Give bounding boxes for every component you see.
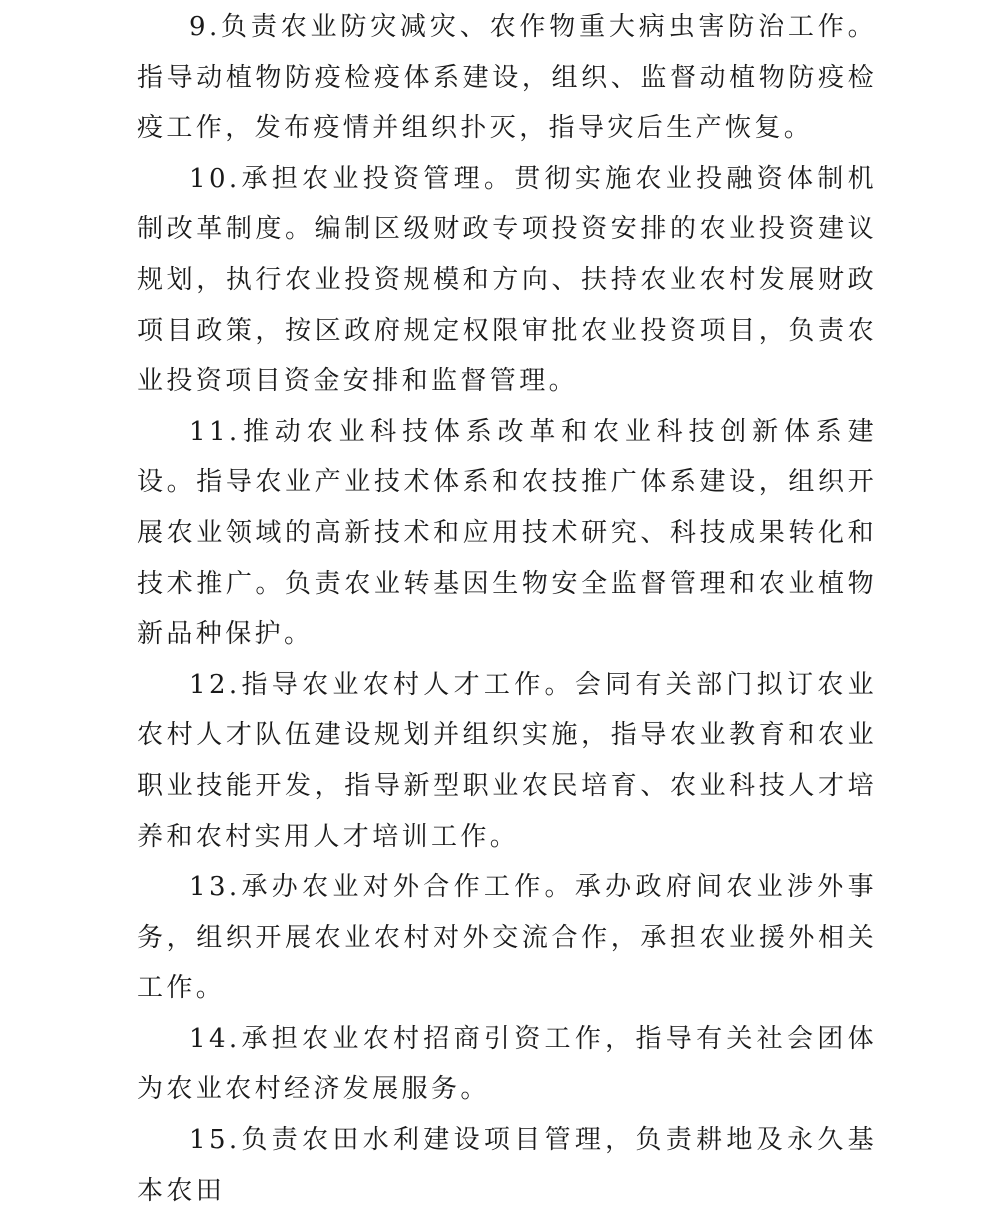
- paragraph-item-10: [137, 154, 877, 407]
- item-text: 承担农业投资管理。贯彻实施农业投融资体制机制改革制度。编制区级财政专项投资安排的农业投资建议规划，执行农业投资规模和方向、扶持农业农村发展财政项目政策，按区政府规定权限审批农业投资项目，负责农业投资项目资金安排和监督管理。: [137, 163, 877, 397]
- paragraph-item-9: [137, 0, 877, 154]
- item-number: 13.: [189, 872, 241, 903]
- paragraph-item-11: [137, 407, 877, 660]
- item-text: 指导农业农村人才工作。会同有关部门拟订农业农村人才队伍建设规划并组织实施，指导农业教育和农业职业技能开发，指导新型职业农民培育、农业科技人才培养和农村实用人才培训工作。: [137, 669, 877, 852]
- item-text: 承办农业对外合作工作。承办政府间农业涉外事务，组织开展农业农村对外交流合作，承担农业援外相关工作。: [137, 872, 877, 1004]
- document-page: [137, 0, 877, 1216]
- paragraph-item-15: [137, 1115, 877, 1216]
- item-text: 负责农田水利建设项目管理，负责耕地及永久基本农田: [137, 1125, 877, 1206]
- item-number: 14.: [189, 1023, 241, 1054]
- item-number: 12.: [189, 669, 241, 700]
- item-number: 11.: [189, 416, 241, 447]
- item-number: 10.: [189, 163, 241, 194]
- paragraph-item-14: [137, 1014, 877, 1115]
- item-number: 15.: [189, 1125, 241, 1156]
- item-text: 负责农业防灾减灾、农作物重大病虫害防治工作。指导动植物防疫检疫体系建设，组织、监督动植物防疫检疫工作，发布疫情并组织扑灭，指导灾后生产恢复。: [137, 12, 877, 144]
- item-text: 推动农业科技体系改革和农业科技创新体系建设。指导农业产业技术体系和农技推广体系建设，组织开展农业领域的高新技术和应用技术研究、科技成果转化和技术推广。负责农业转基因生物安全监督管理和农业植物新品种保护。: [137, 416, 877, 650]
- paragraph-item-13: [137, 862, 877, 1014]
- item-number: 9.: [189, 12, 221, 42]
- paragraph-item-12: [137, 660, 877, 862]
- item-text: 承担农业农村招商引资工作，指导有关社会团体为农业农村经济发展服务。: [137, 1023, 877, 1105]
